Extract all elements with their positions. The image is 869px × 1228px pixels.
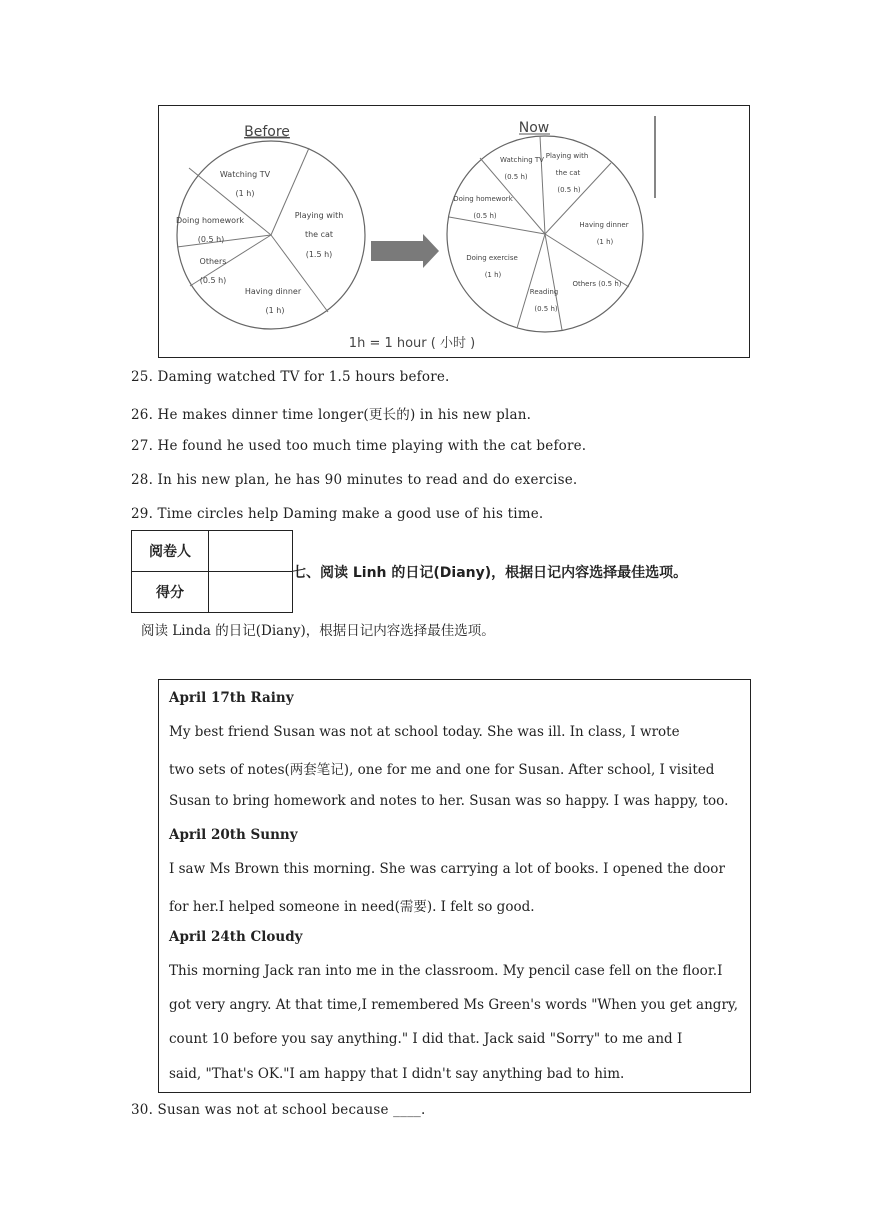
now-slice-value: (0.5 h) [473,212,497,220]
diary-heading: April 24th Cloudy [169,929,303,945]
before-slice-value: (1.5 h) [305,250,333,259]
before-slice-label: Having dinner [244,287,302,296]
diary-line: This morning Jack ran into me in the classroom. My pencil case fell on the floor.I [169,963,723,979]
section-title: 七、阅读 Linh 的日记(Diany)，根据日记内容选择最佳选项。 [292,565,688,581]
question-28: 28. In his new plan, he has 90 minutes to read and do exercise. [131,472,578,488]
now-slice-value: (0.5 h) [534,305,558,313]
reviewer-label: 阅卷人 [132,531,209,572]
diary-line: for her.I helped someone in need(需要). I felt so good. [169,899,535,915]
diary-line: two sets of notes(两套笔记), one for me and one for Susan. After school, I visited [169,762,715,778]
before-divider [271,148,309,235]
score-label: 得分 [132,572,209,613]
now-slice-label: Others (0.5 h) [572,280,622,288]
now-divider [540,136,545,234]
diary-line: count 10 before you say anything." I did that. Jack said "Sorry" to me and I [169,1031,683,1047]
now-divider [545,234,562,330]
before-slice-label: Watching TV [219,170,271,179]
before-slice-label: Playing with [294,211,344,220]
now-slice-value: (1 h) [484,271,502,279]
score-field[interactable] [209,572,293,613]
question-26: 26. He makes dinner time longer(更长的) in his new plan. [131,407,532,423]
before-slice-label: Others [199,257,227,266]
before-slice-value: (0.5 h) [197,235,225,244]
now-slice-value: (0.5 h) [504,173,528,181]
before-divider [271,235,328,312]
question-27: 27. He found he used too much time playing with the cat before. [131,438,587,454]
now-slice-label: Watching TV [500,156,544,164]
diary-box [158,679,751,1093]
diary-heading: April 20th Sunny [169,827,298,843]
diary-line: got very angry. At that time,I remembered Ms Green's words "When you get angry, [169,997,739,1013]
question-30: 30. Susan was not at school because ____. [131,1102,426,1118]
now-slice-label: the cat [555,169,581,177]
now-slice-label: Playing with [545,152,589,160]
diary-line: I saw Ms Brown this morning. She was carrying a lot of books. I opened the door [169,861,725,877]
diary-line: said, "That's OK."I am happy that I didn't say anything bad to him. [169,1066,625,1082]
before-slice-label: the cat [304,230,334,239]
question-25: 25. Daming watched TV for 1.5 hours before. [131,369,450,385]
arrow-right-icon [371,234,439,268]
reviewer-field[interactable] [209,531,293,572]
now-divider [449,217,545,234]
score-table [131,530,293,613]
now-title: Now [518,120,550,136]
before-slice-value: (1 h) [235,189,255,198]
now-slice-label: Having dinner [579,221,629,229]
question-29: 29. Time circles help Daming make a good use of his time. [131,506,544,522]
figure-caption: 1h = 1 hour ( 小时 ) [348,336,476,351]
now-slice-label: Reading [529,288,559,296]
now-divider [517,234,545,328]
now-slice-value: (0.5 h) [557,186,581,194]
now-slice-label: Doing exercise [466,254,518,262]
diary-line: Susan to bring homework and notes to her. Susan was so happy. I was happy, too. [169,793,729,809]
instruction: 阅读 Linda 的日记(Diany)，根据日记内容选择最佳选项。 [141,623,495,639]
pie-charts-svg [159,106,751,359]
before-slice-value: (1 h) [265,306,285,315]
now-slice-value: (1 h) [596,238,614,246]
now-slice-label: Doing homework [453,195,513,203]
before-title: Before [244,124,290,140]
before-slice-label: Doing homework [175,216,245,225]
before-slice-value: (0.5 h) [199,276,227,285]
diary-line: My best friend Susan was not at school today. She was ill. In class, I wrote [169,724,680,740]
diary-heading: April 17th Rainy [169,690,294,706]
pie-chart-figure [158,105,750,358]
